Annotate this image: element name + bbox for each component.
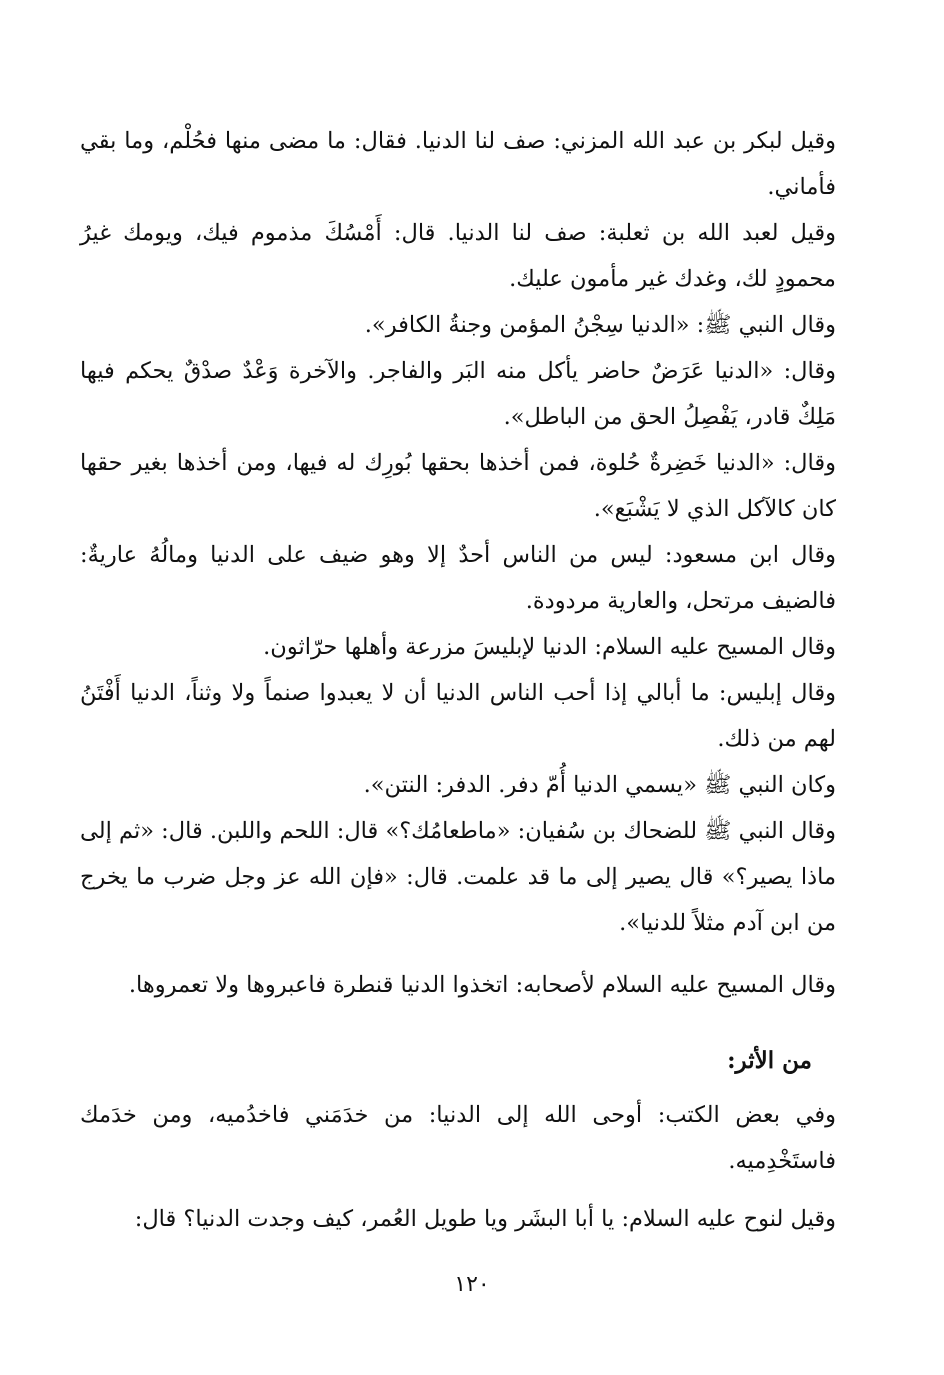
section-heading: من الأثر:	[727, 1047, 812, 1074]
paragraph-11: وقال المسيح عليه السلام لأصحابه: اتخذوا الدنيا قنطرة فاعبروها ولا تعمروها.	[128, 972, 836, 998]
paragraph-2: وقيل لعبد الله بن ثعلبة: صف لنا الدنيا. قال: أَمْسُكَ مذموم فيك، ويومك غيرُ محمودٍ لك، وغدك غير مأمون عليك.	[80, 220, 836, 292]
paragraph-12: وفي بعض الكتب: أوحى الله إلى الدنيا: من خدَمَني فاخدُميه، ومن خدَمك فاستَخْدِميه.	[80, 1102, 836, 1174]
paragraph-3: وقال النبي ﷺ: «الدنيا سِجْنُ المؤمن وجنةُ الكافر».	[364, 312, 836, 338]
paragraph-13: وقيل لنوح عليه السلام: يا أبا البشَر ويا طويل العُمر، كيف وجدت الدنيا؟ قال:	[134, 1206, 836, 1232]
paragraph-10: وقال النبي ﷺ للضحاك بن سُفيان: «ماطعامُك؟» قال: اللحم واللبن. قال: «ثم إلى ماذا يصير؟» قال يصير إلى ما قد علمت. قال: «فإن الله عز وجل ضرب ما يخرج من ابن آدم مثلاً للدنيا».	[80, 818, 836, 936]
paragraph-4: وقال: «الدنيا عَرَضٌ حاضر يأكل منه البَر والفاجر. والآخرة وَعْدٌ صدْقٌ يحكم فيها مَلِكٌ قادر، يَفْصِلُ الحق من الباطل».	[80, 358, 836, 430]
paragraph-1: وقيل لبكر بن عبد الله المزني: صف لنا الدنيا. فقال: ما مضى منها فحُلْم، وما بقي فأماني.	[80, 128, 836, 200]
page-number: ١٢٠	[454, 1272, 490, 1297]
paragraph-9: وكان النبي ﷺ «يسمي الدنيا أُمّ دفر. الدفر: النتن».	[363, 772, 836, 798]
paragraph-5: وقال: «الدنيا خَضِرةٌ حُلوة، فمن أخذها بحقها بُورِك له فيها، ومن أخذها بغير حقها كان كالآكل الذي لا يَشْبَع».	[80, 450, 836, 522]
paragraph-6: وقال ابن مسعود: ليس من الناس أحدٌ إلا وهو ضيف على الدنيا ومالُهُ عاريةٌ: فالضيف مرتحل، والعارية مردودة.	[80, 542, 836, 614]
paragraph-7: وقال المسيح عليه السلام: الدنيا لإبليسَ مزرعة وأهلها حرّاثون.	[263, 634, 836, 660]
paragraph-8: وقال إبليس: ما أبالي إذا أحب الناس الدنيا أن لا يعبدوا صنماً ولا وثناً، الدنيا أَفْتَنُ لهم من ذلك.	[80, 680, 836, 752]
